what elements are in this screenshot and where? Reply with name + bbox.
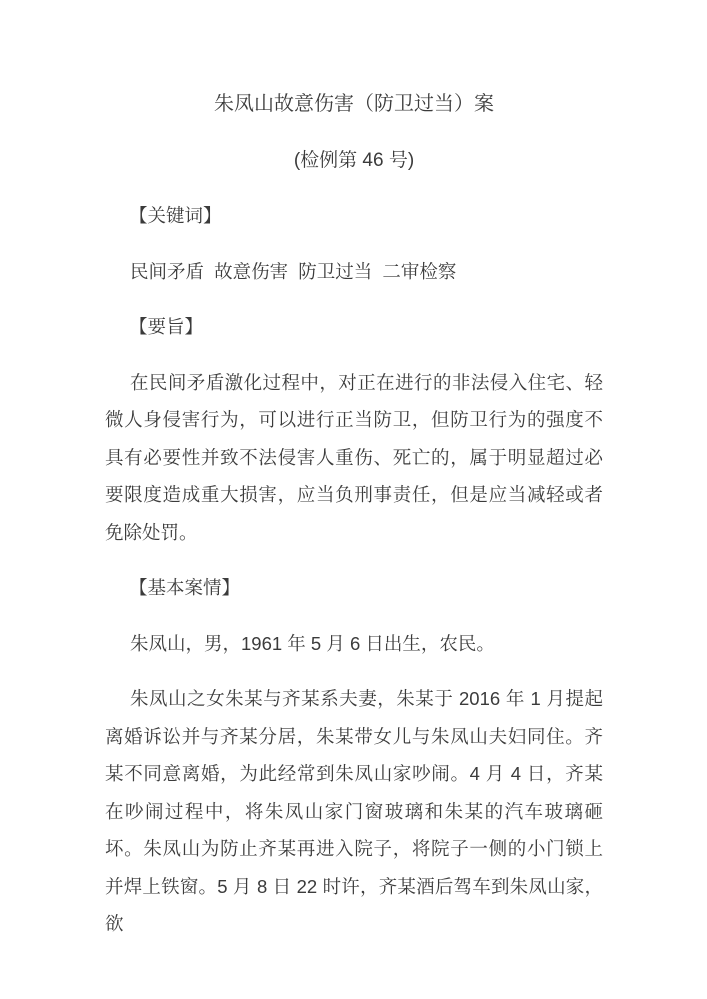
keywords-line: 民间矛盾 故意伤害 防卫过当 二审检察 bbox=[130, 260, 457, 282]
document-subtitle: (检例第 46 号) bbox=[293, 149, 415, 171]
section-heading-gist: 【要旨】 bbox=[129, 316, 204, 337]
gist-paragraph: 在民间矛盾激化过程中，对正在进行的非法侵入住宅、轻微人身侵害行为，可以进行正当防卫，但防卫行为的强度不具有必要性并致不法侵害人重伤、死亡的，属于明显超过必要限度造成重大损害，应当负刑事责任，但是应当减轻或者免除处罚。 bbox=[105, 371, 603, 543]
document-title: 朱凤山故意伤害（防卫过当）案 bbox=[214, 93, 494, 115]
basic-facts-paragraph-2: 朱凤山之女朱某与齐某系夫妻，朱某于 2016 年 1 月提起离婚诉讼并与齐某分居，朱某带女儿与朱凤山夫妇同住。齐某不同意离婚，为此经常到朱凤山家吵闹。4 月 4 日，齐某在吵闹过程中，将朱凤山家门窗玻璃和朱某的汽车玻璃砸坏。朱凤山为防止齐某再进入院子，将院子一侧的小门锁上并焊上铁窗。5 月 8 日 22 时许，齐某酒后驾车到朱凤山家，欲 bbox=[105, 688, 603, 934]
section-heading-basic-facts: 【基本案情】 bbox=[129, 577, 241, 598]
basic-facts-paragraph-1: 朱凤山，男，1961 年 5 月 6 日出生，农民。 bbox=[130, 632, 495, 654]
section-heading-keywords: 【关键词】 bbox=[129, 205, 222, 226]
